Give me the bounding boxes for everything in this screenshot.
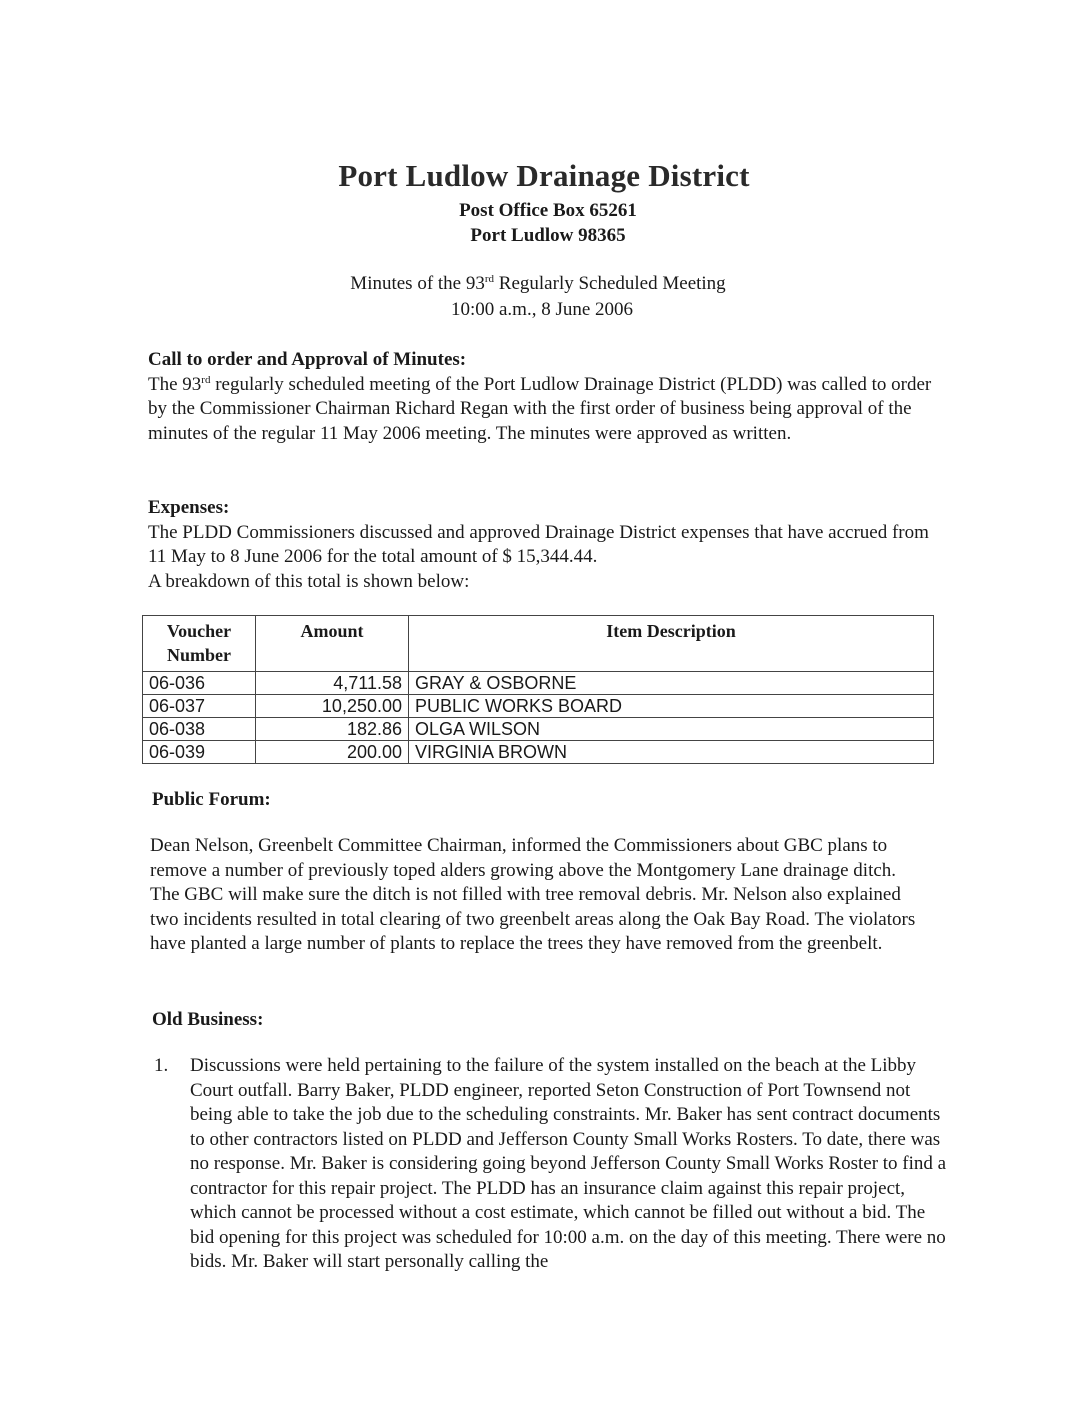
expenses-text: The PLDD Commissioners discussed and approved Drainage District expenses that have accrued from 11 May to 8 June 2006 for the total amount of $ 15,344.44. (148, 521, 929, 567)
document-title: Port Ludlow Drainage District (338, 158, 750, 193)
old-business-item (150, 1054, 950, 1275)
address-line-1: Post Office Box 65261 (459, 200, 637, 221)
amount-cell: 182.86 (256, 718, 409, 741)
amount-cell: 4,711.58 (256, 672, 409, 695)
description-cell: OLGA WILSON (409, 718, 934, 741)
voucher-number-cell: 06-036 (143, 672, 256, 695)
call-to-order-heading: Call to order and Approval of Minutes: (148, 349, 467, 370)
list-item-text: Discussions were held pertaining to the failure of the system installed on the beach at the Libby Court outfall. Barry Baker, PLDD engineer, reported Seton Construction of Port Townsend not being able to take the job due to the scheduling constraints. Mr. Baker has sent contract documents to other contractors listed on PLDD and Jefferson County Small Works Rosters. To date, there was no response. Mr. Baker is considering going beyond Jefferson County Small Works Roster to find a contractor for this repair project. The PLDD has an insurance claim against this repair project, which cannot be processed without a cost estimate, which cannot be filled out without a bid. The bid opening for this project was scheduled for 10:00 a.m. on the day of this meeting. There were no bids. Mr. Baker will start personally calling the (190, 1055, 947, 1272)
table-row (143, 741, 934, 764)
call-to-order-text-body: regularly scheduled meeting of the Port Ludlow Drainage District (PLDD) was called to order by the Commissioner Chairman Richard Regan with the first order of business being approval of the minutes of the regular 11 May 2006 meeting. The minutes were approved as written. (148, 373, 932, 444)
minutes-prefix: Minutes of the 93 (350, 273, 485, 294)
column-header-item-description: Item Description (409, 616, 934, 672)
table-header-row (143, 616, 934, 672)
minutes-ordinal-sup: rd (484, 273, 495, 285)
description-cell: VIRGINIA BROWN (409, 741, 934, 764)
list-item-number: 1. (154, 1055, 169, 1076)
expenses-section (148, 496, 938, 594)
meeting-time: 10:00 a.m., 8 June 2006 (450, 299, 634, 320)
column-header-voucher-number: Voucher Number (143, 616, 256, 672)
call-to-order-section (148, 348, 938, 446)
voucher-number-cell: 06-038 (143, 718, 256, 741)
call-to-order-text (148, 373, 938, 447)
old-business-section (152, 1008, 942, 1033)
amount-cell: 200.00 (256, 741, 409, 764)
description-cell: PUBLIC WORKS BOARD (409, 695, 934, 718)
public-forum-text: Dean Nelson, Greenbelt Committee Chairman, informed the Commissioners about GBC plans to remove a number of previously toped alders growing above the Montgomery Lane drainage ditch. The GBC will make sure the ditch is not filled with tree removal debris. Mr. Nelson also explained two incidents resulted in total clearing of two greenbelt areas along the Oak Bay Road. The violators have planted a large number of plants to replace the trees they have removed from the greenbelt. (150, 835, 916, 954)
call-to-order-text-prefix: The 93 (148, 373, 202, 395)
expenses-heading: Expenses: (148, 497, 230, 518)
call-to-order-ordinal-sup: rd (201, 373, 211, 386)
public-forum-body (150, 834, 926, 957)
minutes-subtitle (0, 273, 1082, 295)
table-row (143, 672, 934, 695)
table-row (143, 695, 934, 718)
expenses-breakdown-text: A breakdown of this total is shown below: (148, 570, 470, 592)
voucher-number-cell: 06-039 (143, 741, 256, 764)
expenses-table (142, 615, 934, 764)
old-business-heading: Old Business: (152, 1009, 264, 1030)
minutes-suffix: Regularly Scheduled Meeting (494, 273, 726, 294)
amount-cell: 10,250.00 (256, 695, 409, 718)
public-forum-section (152, 788, 942, 813)
voucher-number-cell: 06-037 (143, 695, 256, 718)
column-header-amount: Amount (256, 616, 409, 672)
address-line-2: Port Ludlow 98365 (470, 225, 626, 246)
table-row (143, 718, 934, 741)
public-forum-heading: Public Forum: (152, 789, 271, 810)
description-cell: GRAY & OSBORNE (409, 672, 934, 695)
